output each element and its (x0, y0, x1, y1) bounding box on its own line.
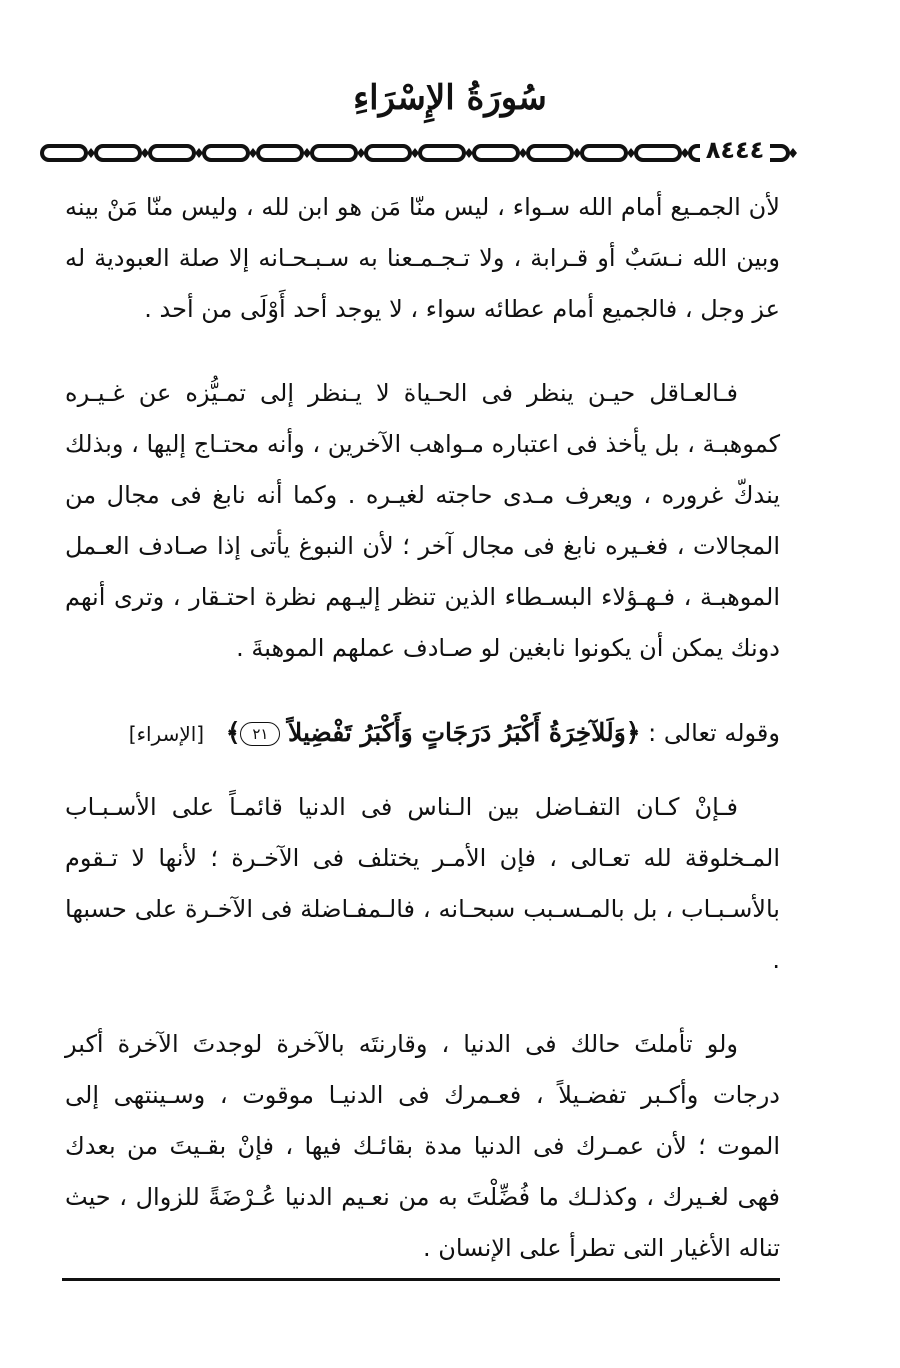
ornament-link (96, 146, 140, 160)
ornament-link (636, 146, 680, 160)
page-content (65, 182, 780, 1274)
ornament-diamond (249, 148, 257, 158)
ornament-link (42, 146, 86, 160)
ornament-link (582, 146, 626, 160)
ornament-diamond (195, 148, 203, 158)
ornament-link (204, 146, 248, 160)
ornament-diamond (411, 148, 419, 158)
ornament-diamond (789, 148, 797, 158)
ornament-link (528, 146, 572, 160)
footer-rule (62, 1278, 780, 1281)
verse-number-badge: ٢١ (240, 722, 280, 746)
paragraph-1: لأن الجمـيع أمام الله سـواء ، ليس منّا مَن هو ابن لله ، وليس منّا مَنْ بينه وبين الله نـسَبٌ أو قـرابة ، ولا تـجـمـعنا به سـبـحـانه إلا صلة العبودية له عز وجل ، فالجميع أمام عطائه سواء ، لا يوجد أحد أَوْلَى من أحد . (65, 193, 780, 323)
verse-intro: وقوله تعالى : (648, 719, 780, 747)
verse-reference: [الإسراء] (128, 722, 205, 746)
ornamental-border (40, 138, 810, 168)
ornament-link (258, 146, 302, 160)
ornament-link (312, 146, 356, 160)
verse-open-bracket: ﴿ (625, 718, 641, 747)
ornament-diamond (303, 148, 311, 158)
ornament-diamond (357, 148, 365, 158)
ornament-link (366, 146, 410, 160)
quran-verse: وَلَلآخِرَةُ أَكْبَرُ دَرَجَاتٍ وَأَكْبَرُ تَفْضِيلاً (288, 718, 626, 747)
ornament-diamond (627, 148, 635, 158)
ornament-diamond (141, 148, 149, 158)
ornament-diamond (465, 148, 473, 158)
verse-close-bracket: ﴾ (225, 718, 241, 747)
surah-title: سُورَةُ الإِسْرَاءِ (353, 78, 547, 118)
ornament-link (474, 146, 518, 160)
verse-line (65, 707, 780, 760)
paragraph-2: فـالعـاقل حيـن ينظر فى الحـياة لا يـنظر إلى تمـيُّزه عن غـيـره كموهبـة ، بل يأخذ فى اعتباره مـواهب الآخرين ، وأنه محتـاج إليها ، وبذلك يندكّ غروره ، ويعرف مـدى حاجته لغيـره . وكما أنه نابغ فى مجال من المجالات ، فغـيره نابغ فى مجال آخر ؛ لأن النبوغ يأتى إذا صـادف العـمل الموهبـة ، فـهـؤلاء البسـطاء الذين تنظر إليـهم نظرة احتـقار ، وترى أنهم دونك يمكن أن يكونوا نابغين لو صـادف عملهم الموهبةَ . (65, 379, 780, 662)
ornament-link (150, 146, 194, 160)
ornament-link (420, 146, 464, 160)
ornament-diamond (87, 148, 95, 158)
paragraph-3: فـإنْ كـان التفـاضل بين الـناس فى الدنيا قائمـاً على الأسـبـاب المـخلوقة لله تعـالى ، فإن الأمـر يختلف فى الآخـرة ؛ لأنها لا تـقوم بالأسـبـاب ، بل بالمـسـبب سبحـانه ، فالـمفـاضلة فى الآخـرة على حسبها . (65, 793, 780, 974)
ornament-diamond (573, 148, 581, 158)
ornament-diamond (681, 148, 689, 158)
paragraph-4: ولو تأملتَ حالك فى الدنيا ، وقارنتَه بالآخرة لوجدتَ الآخرة أكبر درجات وأكـبر تفضـيلاً ، فعـمرك فى الدنيـا موقوت ، وسـينتهى إلى الموت ؛ لأن عمـرك فى الدنيا مدة بقائـك فيها ، فإنْ بقـيتَ من بعدك فهى لغـيرك ، وكذلـك ما فُضِّلْتَ به من نعـيم الدنيا عُـرْضَةً للزوال ، حيث تناله الأغيار التى تطرأ على الإنسان . (65, 1030, 780, 1262)
ornament-diamond (519, 148, 527, 158)
page-number: ٨٤٤٤ (700, 135, 770, 165)
